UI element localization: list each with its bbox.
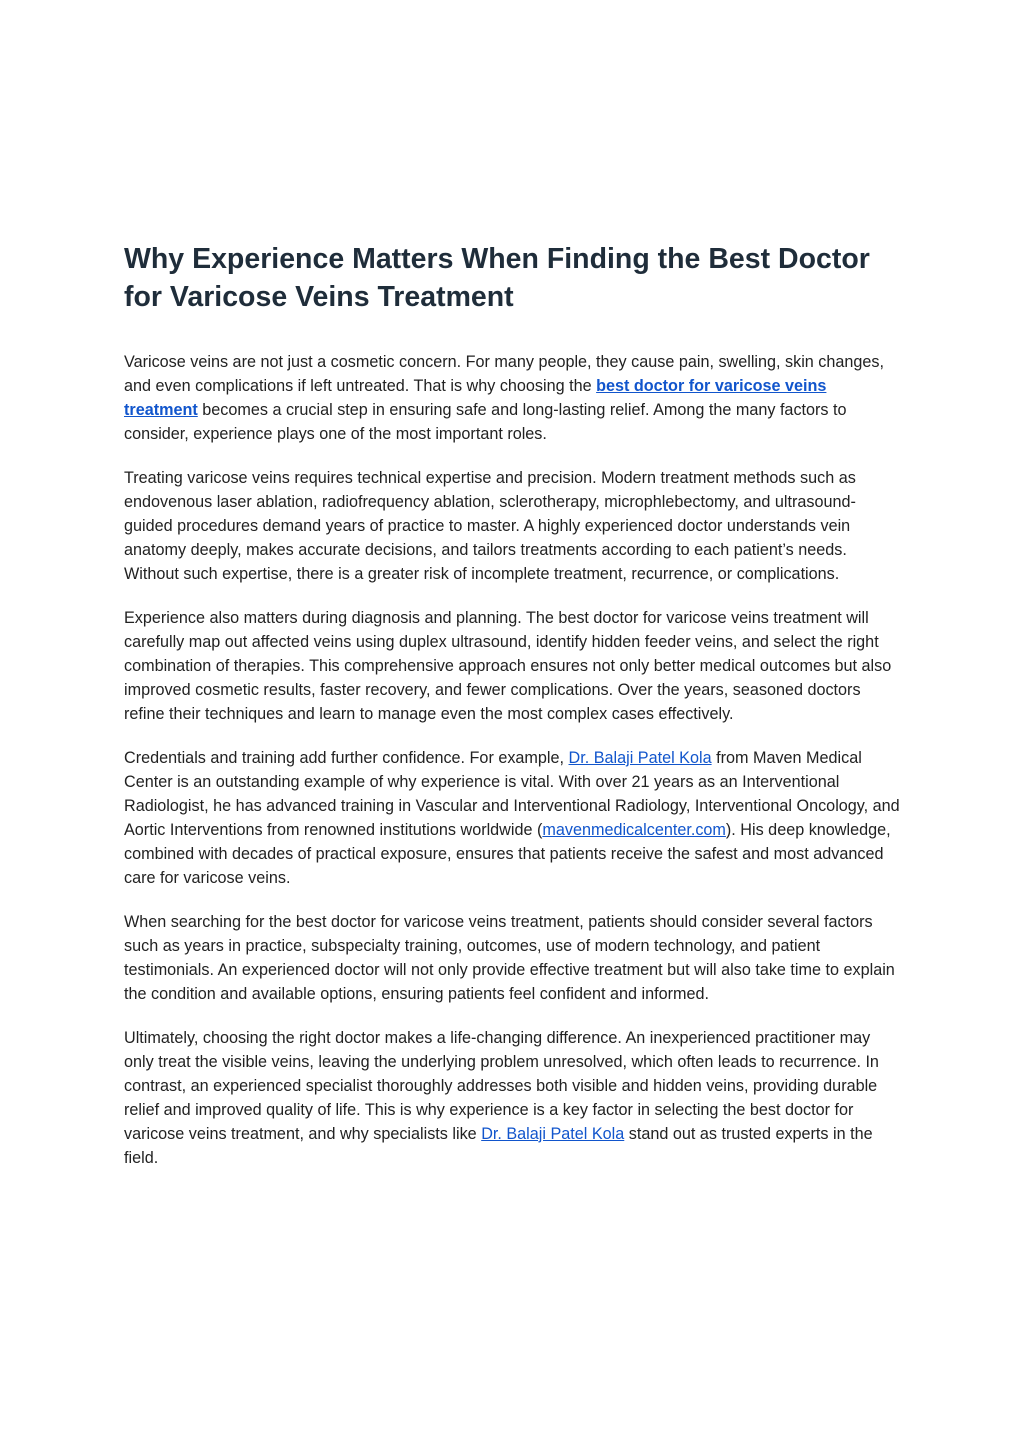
- maven-website-link[interactable]: mavenmedicalcenter.com: [542, 821, 726, 839]
- paragraph-intro: [124, 350, 904, 446]
- paragraph-intro-text-end: becomes a crucial step in ensuring safe and long-lasting relief. Among the many factors to consider, experience plays one of the most important roles.: [124, 401, 847, 443]
- paragraph-conclusion-text-end: stand out as trusted experts in the field.: [124, 1125, 873, 1167]
- paragraph-expertise: Treating varicose veins requires technical expertise and precision. Modern treatment methods such as endovenous laser ablation, radiofrequency ablation, sclerotherapy, microphlebectomy, and ultrasound-guided procedures demand years of practice to master. A highly experienced doctor understands vein anatomy deeply, makes accurate decisions, and tailors treatments according to each patient’s needs. Without such expertise, there is a greater risk of incomplete treatment, recurrence, or complications.: [124, 469, 856, 583]
- document-page: [124, 240, 904, 1190]
- paragraph-diagnosis: Experience also matters during diagnosis and planning. The best doctor for varicose veins treatment will carefully map out affected veins using duplex ultrasound, identify hidden feeder veins, and select the right combination of therapies. This comprehensive approach ensures not only better medical outcomes but also improved cosmetic results, faster recovery, and fewer complications. Over the years, seasoned doctors refine their techniques and learn to manage even the most complex cases effectively.: [124, 609, 892, 723]
- paragraph-conclusion-text-start: Ultimately, choosing the right doctor makes a life-changing difference. An inexperienced practitioner may only treat the visible veins, leaving the underlying problem unresolved, which often leads to recurrence. In contrast, an experienced specialist thoroughly addresses both visible and hidden veins, providing durable relief and improved quality of life. This is why experience is a key factor in selecting the best doctor for varicose veins treatment, and why specialists like: [124, 1029, 879, 1143]
- paragraph-intro-text-start: Varicose veins are not just a cosmetic concern. For many people, they cause pain, swelling, skin changes, and even complications if left untreated. That is why choosing the: [124, 353, 884, 395]
- best-doctor-link[interactable]: best doctor for varicose veins treatment: [124, 377, 827, 419]
- paragraph-credentials-text-middle: from Maven Medical Center is an outstanding example of why experience is vital. With over 21 years as an Interventional Radiologist, he has advanced training in Vascular and Interventional Radiology, Interventional Oncology, and Aortic Interventions from renowned institutions worldwide (: [124, 749, 900, 839]
- doctor-profile-link[interactable]: Dr. Balaji Patel Kola: [568, 749, 712, 767]
- paragraph-credentials-text-start: Credentials and training add further confidence. For example,: [124, 749, 569, 767]
- paragraph-credentials-text-end: ). His deep knowledge, combined with decades of practical exposure, ensures that patients receive the safest and most advanced care for varicose veins.: [124, 821, 891, 887]
- doctor-profile-link-2[interactable]: Dr. Balaji Patel Kola: [481, 1125, 625, 1143]
- paragraph-credentials: [124, 746, 904, 890]
- paragraph-conclusion: [124, 1026, 904, 1170]
- paragraph-searching: When searching for the best doctor for varicose veins treatment, patients should consider several factors such as years in practice, subspecialty training, outcomes, use of modern technology, and patient testimonials. An experienced doctor will not only provide effective treatment but will also take time to explain the condition and available options, ensuring patients feel confident and informed.: [124, 913, 895, 1003]
- article-title: Why Experience Matters When Finding the Best Doctor for Varicose Veins Treatment: [124, 243, 870, 313]
